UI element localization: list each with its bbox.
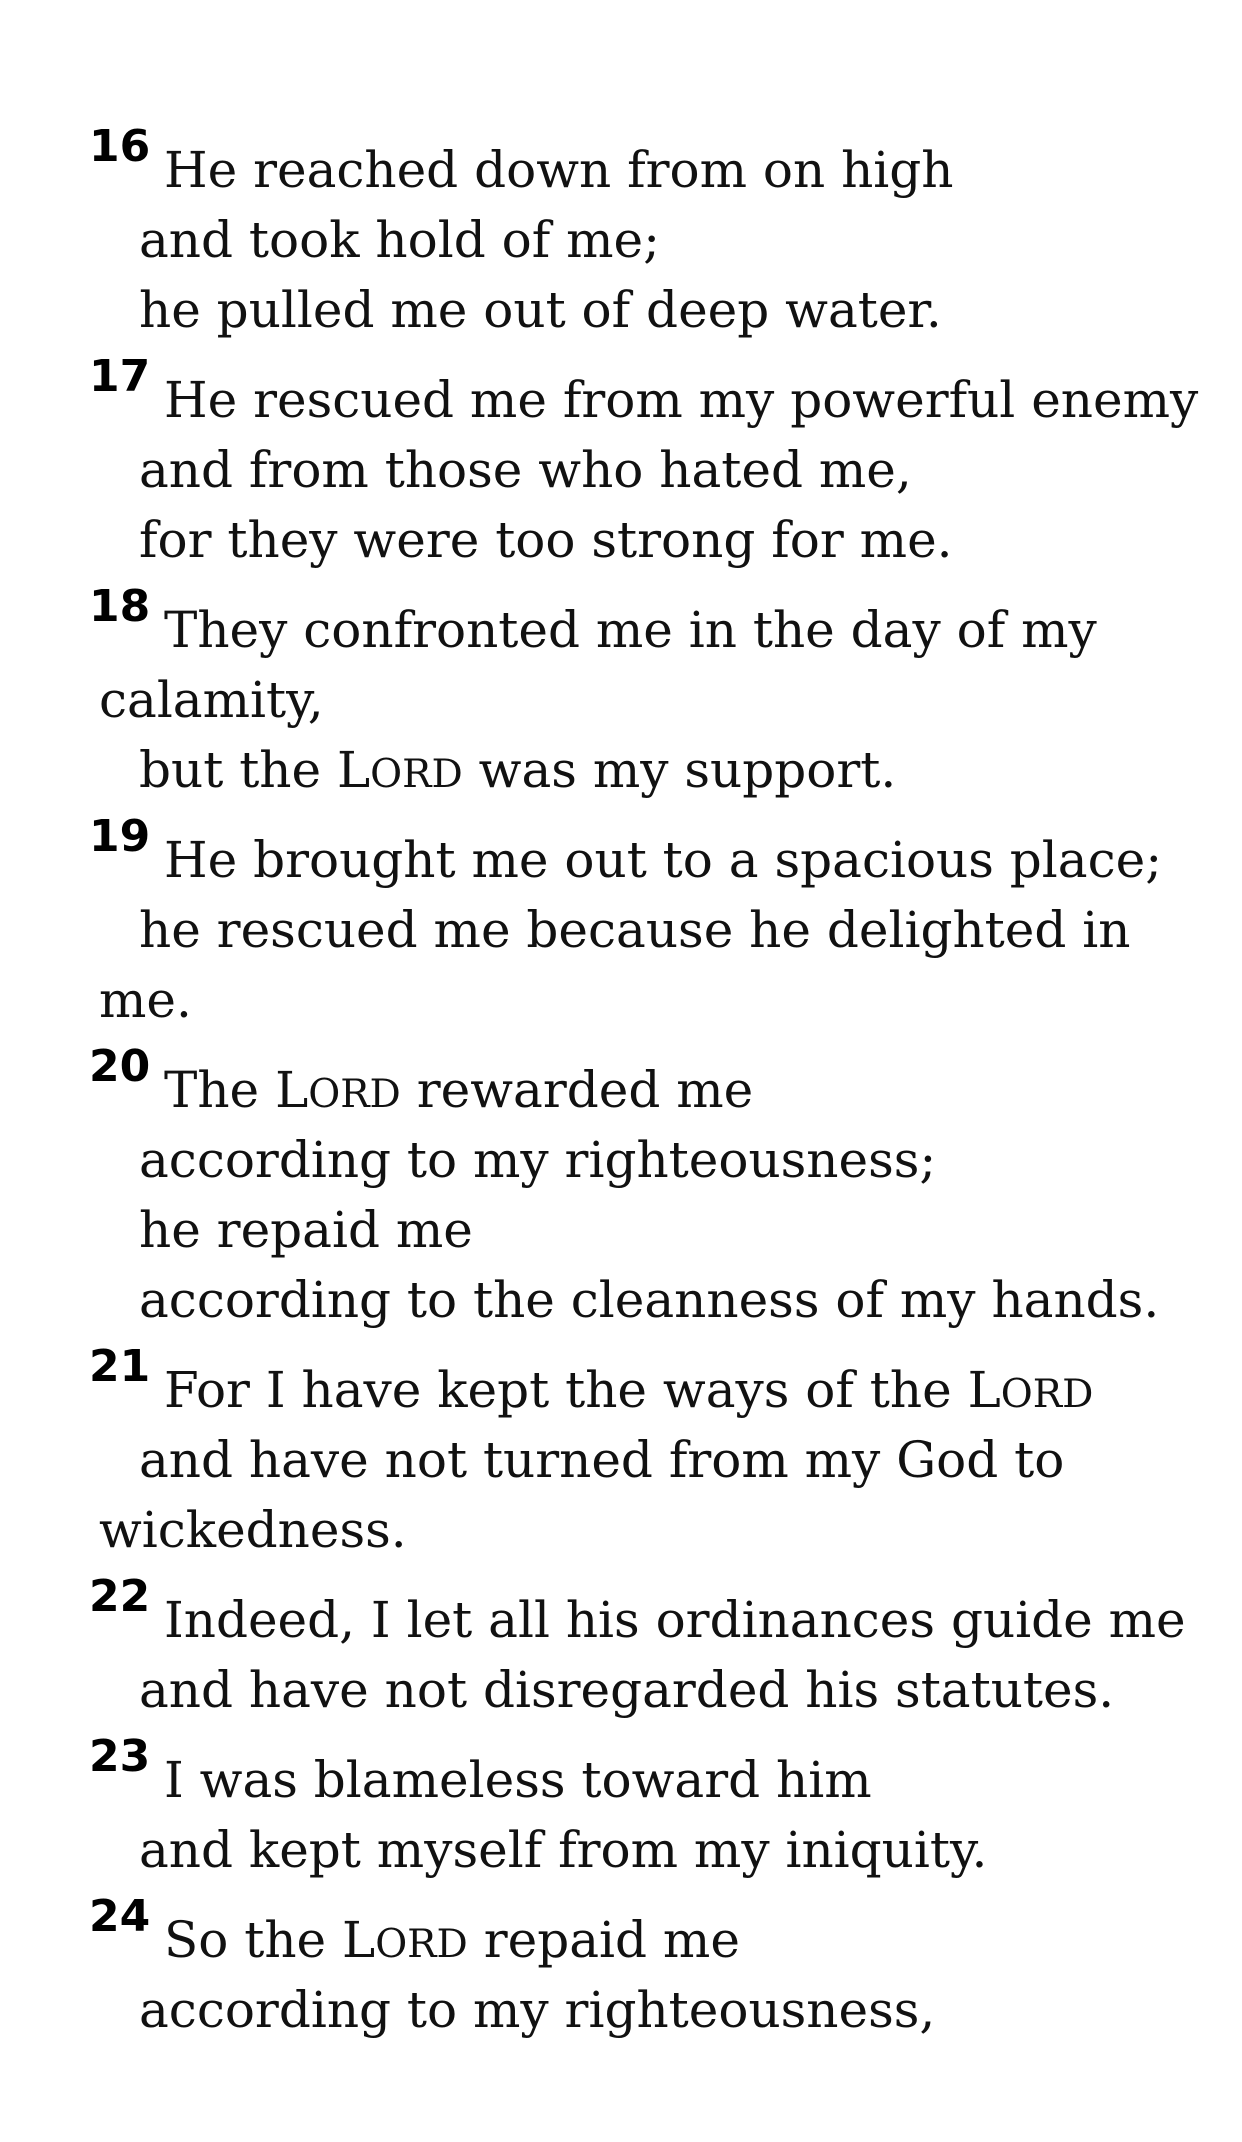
verse-text: was my support. [478,741,897,799]
verse-line: and have not turned from my God to [139,1431,1065,1489]
verse-line: He brought me out to a spacious place; [164,831,1163,889]
verse-line: he pulled me out of deep water. [139,281,942,339]
verse-number: 23 [89,1731,151,1782]
verse-line: They confronted me in the day of my [164,601,1097,659]
verse-text: For I have kept the ways of the [164,1361,952,1419]
verse-line: and kept myself from my iniquity. [139,1821,988,1879]
verse-number: 20 [89,1041,151,1092]
verse-line: He rescued me from my powerful enemy [164,371,1199,429]
verse-number: 18 [89,581,151,632]
verse-text: repaid me [483,1911,740,1969]
verse-line: for they were too strong for me. [139,511,953,569]
divine-name-initial: L [275,1061,309,1119]
verse-line: he repaid me [139,1201,473,1259]
verse-line: he rescued me because he delighted in [139,901,1131,959]
verse-line: me. [99,971,192,1029]
verse-number: 17 [89,351,151,402]
verse-line: according to the cleanness of my hands. [139,1271,1160,1329]
divine-name-initial: L [967,1361,1001,1419]
verse-text: but the [139,741,322,799]
verse-number: 19 [89,811,151,862]
divine-name [275,1061,401,1119]
verse-text: So the [164,1911,327,1969]
divine-name-rest: ORD [370,752,463,797]
verse-line [164,1910,740,1975]
verse-number: 24 [89,1891,151,1942]
divine-name-rest: ORD [375,1922,468,1967]
verse-line: He reached down from on high [164,141,954,199]
divine-name [967,1361,1094,1419]
verse-line: according to my righteousness, [139,1981,936,2039]
divine-name-initial: L [337,741,371,799]
verse-line: calamity, [99,671,324,729]
divine-name-initial: L [342,1911,376,1969]
verse-line [139,740,896,805]
divine-name [337,741,463,799]
verse-line: Indeed, I let all his ordinances guide me [164,1591,1186,1649]
verse-text: rewarded me [416,1061,754,1119]
verse-line: and took hold of me; [139,211,660,269]
divine-name [342,1911,468,1969]
verse-number: 16 [89,121,151,172]
verse-line [164,1060,753,1125]
verse-text: The [164,1061,260,1119]
verse-number: 22 [89,1571,151,1622]
verse-line: according to my righteousness; [139,1131,937,1189]
verse-line: I was blameless toward him [164,1751,872,1809]
verse-line: and from those who hated me, [139,441,912,499]
divine-name-rest: ORD [1000,1372,1094,1417]
verse-line: and have not disregarded his statutes. [139,1661,1115,1719]
divine-name-rest: ORD [308,1072,401,1117]
verse-line: wickedness. [99,1501,407,1559]
verse-line [164,1360,1093,1425]
verse-number: 21 [89,1341,151,1392]
